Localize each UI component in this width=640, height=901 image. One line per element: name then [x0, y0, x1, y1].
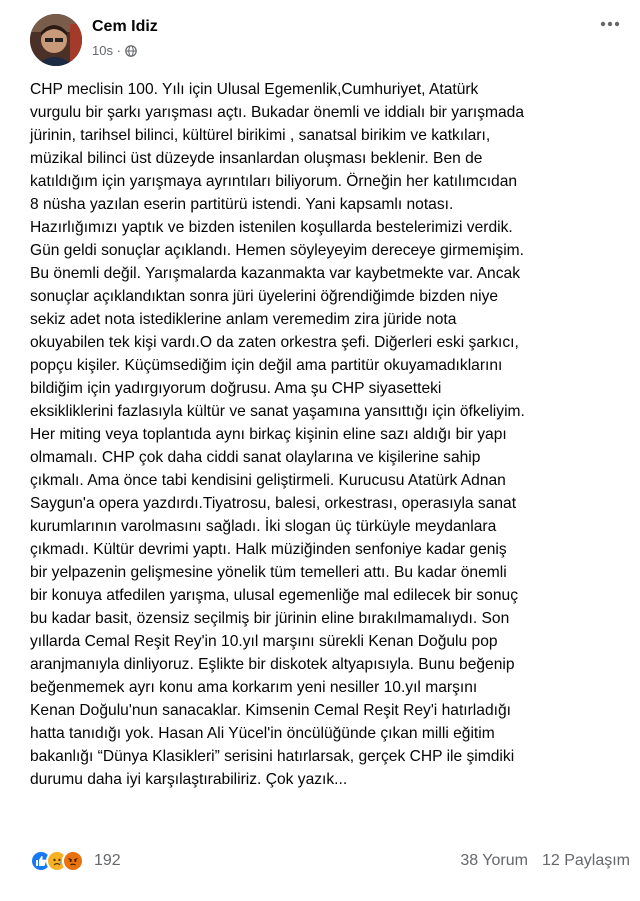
avatar-photo — [30, 14, 82, 66]
reactions-summary[interactable] — [30, 850, 121, 872]
angry-reaction-icon — [62, 850, 84, 872]
post-time[interactable]: 10s · — [92, 43, 121, 58]
shares-count[interactable]: 12 Paylaşım — [541, 852, 630, 869]
post-body: CHP meclisin 100. Yılı için Ulusal Egemenlik,Cumhuriyet, Atatürk vurgulu bir şarkı yarışması açtı. Bukadar önemli ve iddialı bir yarışmada jürinin, tarihsel bilinci, kültürel birikimi , sanatsal birikim ve katkıları, müzikal bilinci üst düzeyde insanlardan oluşması beklenir. Ben de katıldığım için yarışmaya ayrıntıları biliyorum. Örneğin her katılımcıdan 8 nüsha yazılan eserin partitürü istendi. Yani kapsamlı notası. Hazırlığımızı yaptık ve bizden istenilen koşullarda bestelerimizi verdik. Gün geldi sonuçlar açıklandı. Hemen söyleyeyim dereceye girmemişim. Bu önemli değil. Yarışmalarda kazanmakta var kaybetmekte var. Ancak sonuçlar açıklandıktan sonra jüri üyelerini öğrendiğimde bizden niye sekiz adet nota istediklerine anlam veremedim zira jüride nota okuyabilen tek kişi vardı.O da zaten orkestra şefi. Diğerleri eski şarkıcı, popçu kişiler. Küçümsediğim için değil ama partitür okuyamadıklarını bildiğim için yadırgıyorum doğrusu. Ama şu CHP siyasetteki eksikliklerini fazlasıyla kültür ve sanat yaşamına yansıttığı için öfkeliyim. Her miting veya toplantıda aynı birkaç kişinin eline sazı aldığı bir yapı olmamalı. CHP çok daha ciddi sanat olaylarına ve kişilerine sahip çıkmalı. Ama önce tabi kendisini geliştirmeli. Kurucusu Atatürk Adnan Saygun'a opera yazdırdı.Tiyatrosu, balesi, orkestrası, operasıyla sanat kurumlarının varolmasını sağladı. İki slogan üç türküyle meydanlara çıkmadı. Kültür devrimi yaptı. Halk müziğinden senfoniye kadar geniş bir yelpazenin gelişmesine yönelik tüm temelleri attı. Bu kadar önemli bir konuya atfedilen yarışma, ulusal egemenliğe mal edilecek bir sonuç bu kadar basit, özensiz seçilmiş bir jürinin eline bırakılmamalıydı. Son yıllarda Cemal Reşit Rey'in 10.yıl marşını sürekli Kenan Doğulu pop aranjmanıyla dinliyoruz. Eşlikte bir diskotek altyapısıyla. Bunu beğenip beğenmemek ayrı konu ama korkarım yeni nesiller 10.yıl marşını Kenan Doğulu'nun sanacaklar. Kimsenin Cemal Reşit Rey'i hatırladığı hatta tanıdığı yok. Hasan Ali Yücel'in öncülüğünde çıkan milli eğitim bakanlığı “Dünya Klasikleri” serisini hatırlarsak, gerçek CHP ile şimdiki durumu daha iyi karşılaştırabiliriz. Çok yazık... — [30, 81, 525, 788]
author-name[interactable]: Cem Idiz — [92, 18, 158, 35]
reaction-count[interactable]: 192 — [94, 852, 121, 869]
more-options-icon[interactable] — [600, 14, 620, 34]
comments-count[interactable]: 38 Yorum — [460, 852, 528, 869]
globe-icon — [125, 45, 137, 57]
post-header — [30, 14, 640, 66]
post-meta — [92, 43, 137, 58]
post-footer — [30, 846, 630, 876]
engagement-stats — [460, 852, 630, 870]
avatar[interactable] — [30, 14, 82, 66]
